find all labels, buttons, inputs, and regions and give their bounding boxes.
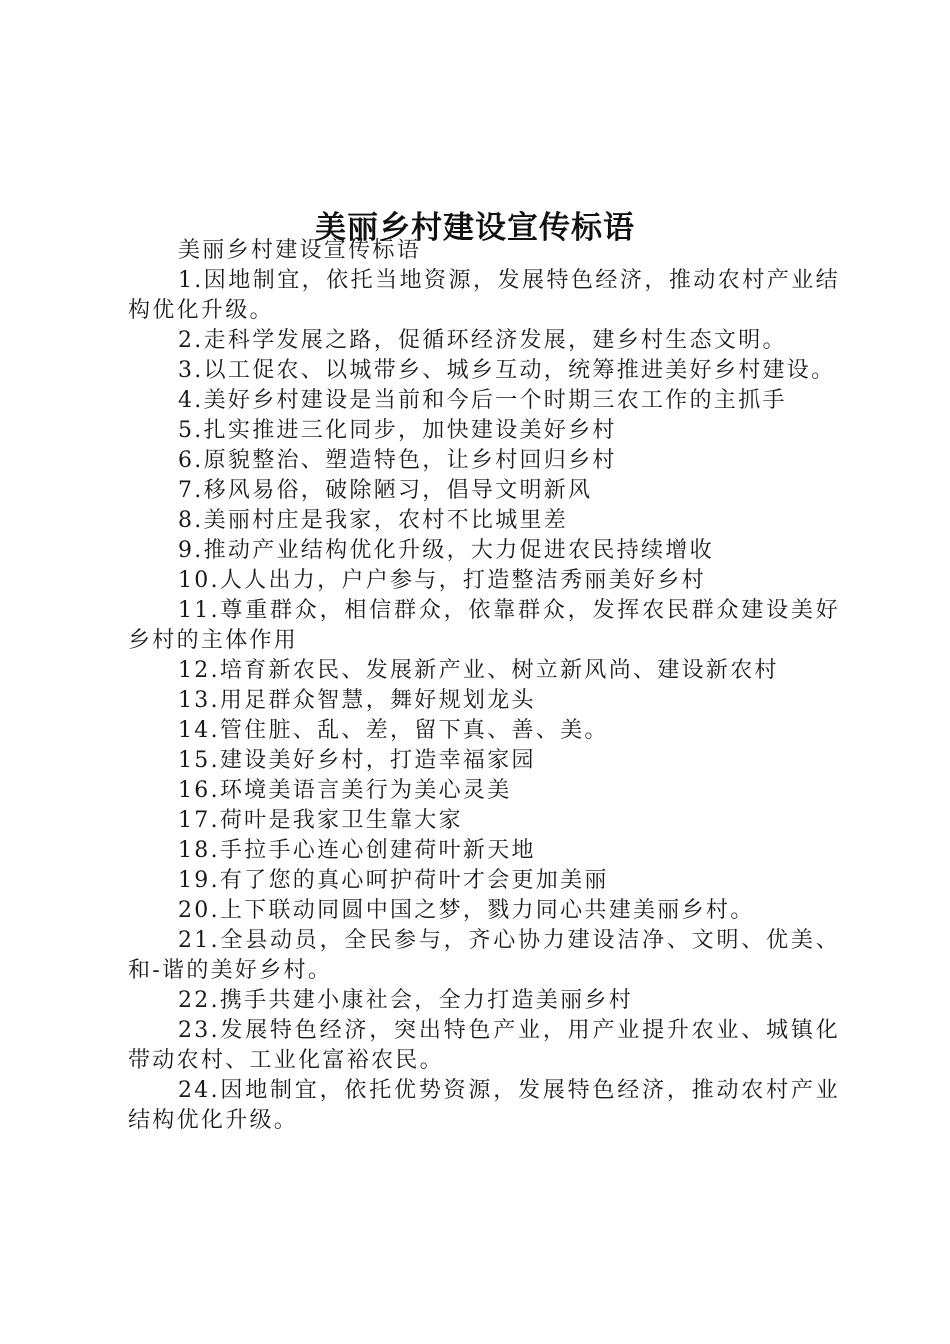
slogan-item: 1.因地制宜，依托当地资源，发展特色经济，推动农村产业结构优化升级。 xyxy=(128,268,840,323)
slogan-item: 8.美丽村庄是我家，农村不比城里差 xyxy=(178,508,569,533)
slogan-item: 16.环境美语言美行为美心灵美 xyxy=(178,778,512,803)
paragraph-subtitle: 美丽乡村建设宣传标语 xyxy=(178,238,422,263)
slogan-item: 4.美好乡村建设是当前和今后一个时期三农工作的主抓手 xyxy=(178,388,787,413)
slogan-item: 19.有了您的真心呵护荷叶才会更加美丽 xyxy=(178,868,609,893)
document-title: 美丽乡村建设宣传标语 xyxy=(315,209,635,246)
slogan-item: 18.手拉手心连心创建荷叶新天地 xyxy=(178,838,536,863)
slogan-item: 6.原貌整治、塑造特色，让乡村回归乡村 xyxy=(178,448,617,473)
slogan-item: 24.因地制宜，依托优势资源，发展特色经济，推动农村产业结构优化升级。 xyxy=(128,1078,840,1133)
slogan-item: 21.全县动员，全民参与，齐心协力建设洁净、文明、优美、和-谐的美好乡村。 xyxy=(128,928,840,983)
slogan-item: 10.人人出力，户户参与，打造整洁秀丽美好乡村 xyxy=(178,568,706,593)
slogan-item: 12.培育新农民、发展新产业、树立新风尚、建设新农村 xyxy=(178,658,779,683)
slogan-item: 13.用足群众智慧，舞好规划龙头 xyxy=(178,688,536,713)
slogan-item: 22.携手共建小康社会，全力打造美丽乡村 xyxy=(178,988,633,1013)
slogan-item: 3.以工促农、以城带乡、城乡互动，统筹推进美好乡村建设。 xyxy=(178,358,836,383)
slogan-item: 2.走科学发展之路，促循环经济发展，建乡村生态文明。 xyxy=(178,328,787,353)
slogan-item: 5.扎实推进三化同步，加快建设美好乡村 xyxy=(178,418,617,443)
slogan-item: 20.上下联动同圆中国之梦，戮力同心共建美丽乡村。 xyxy=(178,898,755,923)
slogan-item: 15.建设美好乡村，打造幸福家园 xyxy=(178,748,536,773)
slogan-item: 11.尊重群众，相信群众，依靠群众，发挥农民群众建设美好乡村的主体作用 xyxy=(128,598,840,653)
slogan-item: 9.推动产业结构优化升级，大力促进农民持续增收 xyxy=(178,538,714,563)
document-body xyxy=(128,236,840,1136)
slogan-item: 14.管住脏、乱、差，留下真、善、美。 xyxy=(178,718,609,743)
slogan-item: 17.荷叶是我家卫生靠大家 xyxy=(178,808,463,833)
slogan-item: 23.发展特色经济，突出特色产业，用产业提升农业、城镇化带动农村、工业化富裕农民。 xyxy=(128,1018,840,1073)
slogan-item: 7.移风易俗，破除陋习，倡导文明新风 xyxy=(178,478,593,503)
